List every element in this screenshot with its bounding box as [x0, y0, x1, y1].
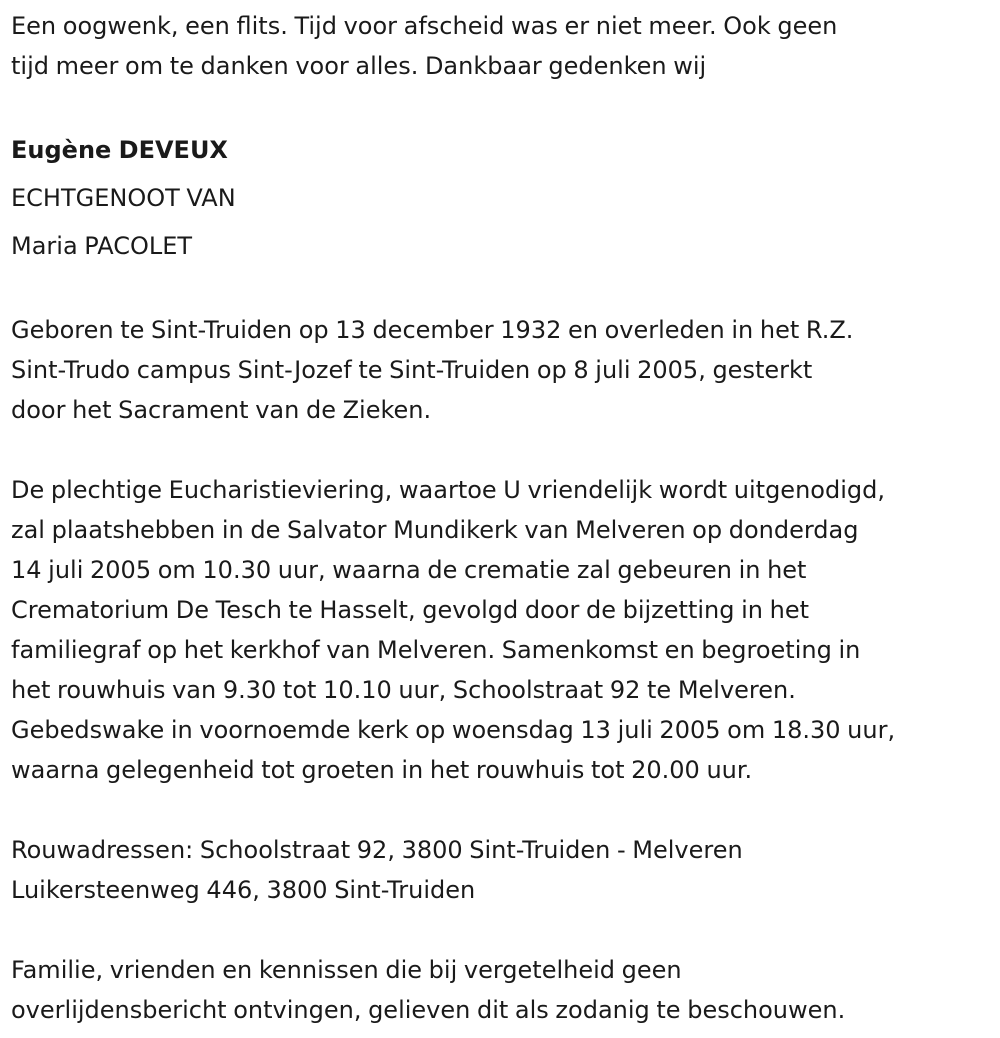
birth-death-line: door het Sacrament van de Zieken.	[11, 396, 432, 424]
relation-label: ECHTGENOOT VAN	[11, 184, 236, 212]
paragraph-gap	[11, 790, 996, 830]
birth-death-line: Geboren te Sint-Truiden op 13 december 1932 en overleden in het R.Z.	[11, 316, 854, 344]
closing-paragraph	[11, 950, 996, 1030]
paragraph-gap	[11, 86, 996, 126]
paragraph-gap	[11, 270, 996, 310]
paragraph-gap	[11, 910, 996, 950]
addresses-paragraph	[11, 830, 996, 910]
paragraph-gap	[11, 430, 996, 470]
spouse-name: Maria PACOLET	[11, 232, 193, 260]
closing-line: Familie, vrienden en kennissen die bij vergetelheid geen	[11, 956, 682, 984]
deceased-block	[11, 126, 996, 270]
intro-line: Een oogwenk, een flits. Tijd voor afscheid was er niet meer. Ook geen	[11, 12, 838, 40]
ceremony-line: Gebedswake in voornoemde kerk op woensdag 13 juli 2005 om 18.30 uur,	[11, 716, 896, 744]
obituary-document	[11, 6, 996, 1030]
ceremony-line: 14 juli 2005 om 10.30 uur, waarna de crematie zal gebeuren in het	[11, 556, 807, 584]
ceremony-line: De plechtige Eucharistieviering, waartoe U vriendelijk wordt uitgenodigd,	[11, 476, 885, 504]
intro-line: tijd meer om te danken voor alles. Dankbaar gedenken wij	[11, 52, 707, 80]
birth-death-paragraph	[11, 310, 996, 430]
ceremony-line: waarna gelegenheid tot groeten in het rouwhuis tot 20.00 uur.	[11, 756, 753, 784]
ceremony-paragraph	[11, 470, 996, 790]
birth-death-line: Sint-Trudo campus Sint-Jozef te Sint-Truiden op 8 juli 2005, gesterkt	[11, 356, 813, 384]
intro-paragraph	[11, 6, 996, 86]
ceremony-line: Crematorium De Tesch te Hasselt, gevolgd door de bijzetting in het	[11, 596, 809, 624]
address-line: Luikersteenweg 446, 3800 Sint-Truiden	[11, 876, 476, 904]
ceremony-line: familiegraf op het kerkhof van Melveren. Samenkomst en begroeting in	[11, 636, 861, 664]
closing-line: overlijdensbericht ontvingen, gelieven dit als zodanig te beschouwen.	[11, 996, 846, 1024]
ceremony-line: het rouwhuis van 9.30 tot 10.10 uur, Schoolstraat 92 te Melveren.	[11, 676, 796, 704]
address-line: Rouwadressen: Schoolstraat 92, 3800 Sint-Truiden - Melveren	[11, 836, 743, 864]
ceremony-line: zal plaatshebben in de Salvator Mundikerk van Melveren op donderdag	[11, 516, 859, 544]
deceased-name: Eugène DEVEUX	[11, 136, 228, 164]
